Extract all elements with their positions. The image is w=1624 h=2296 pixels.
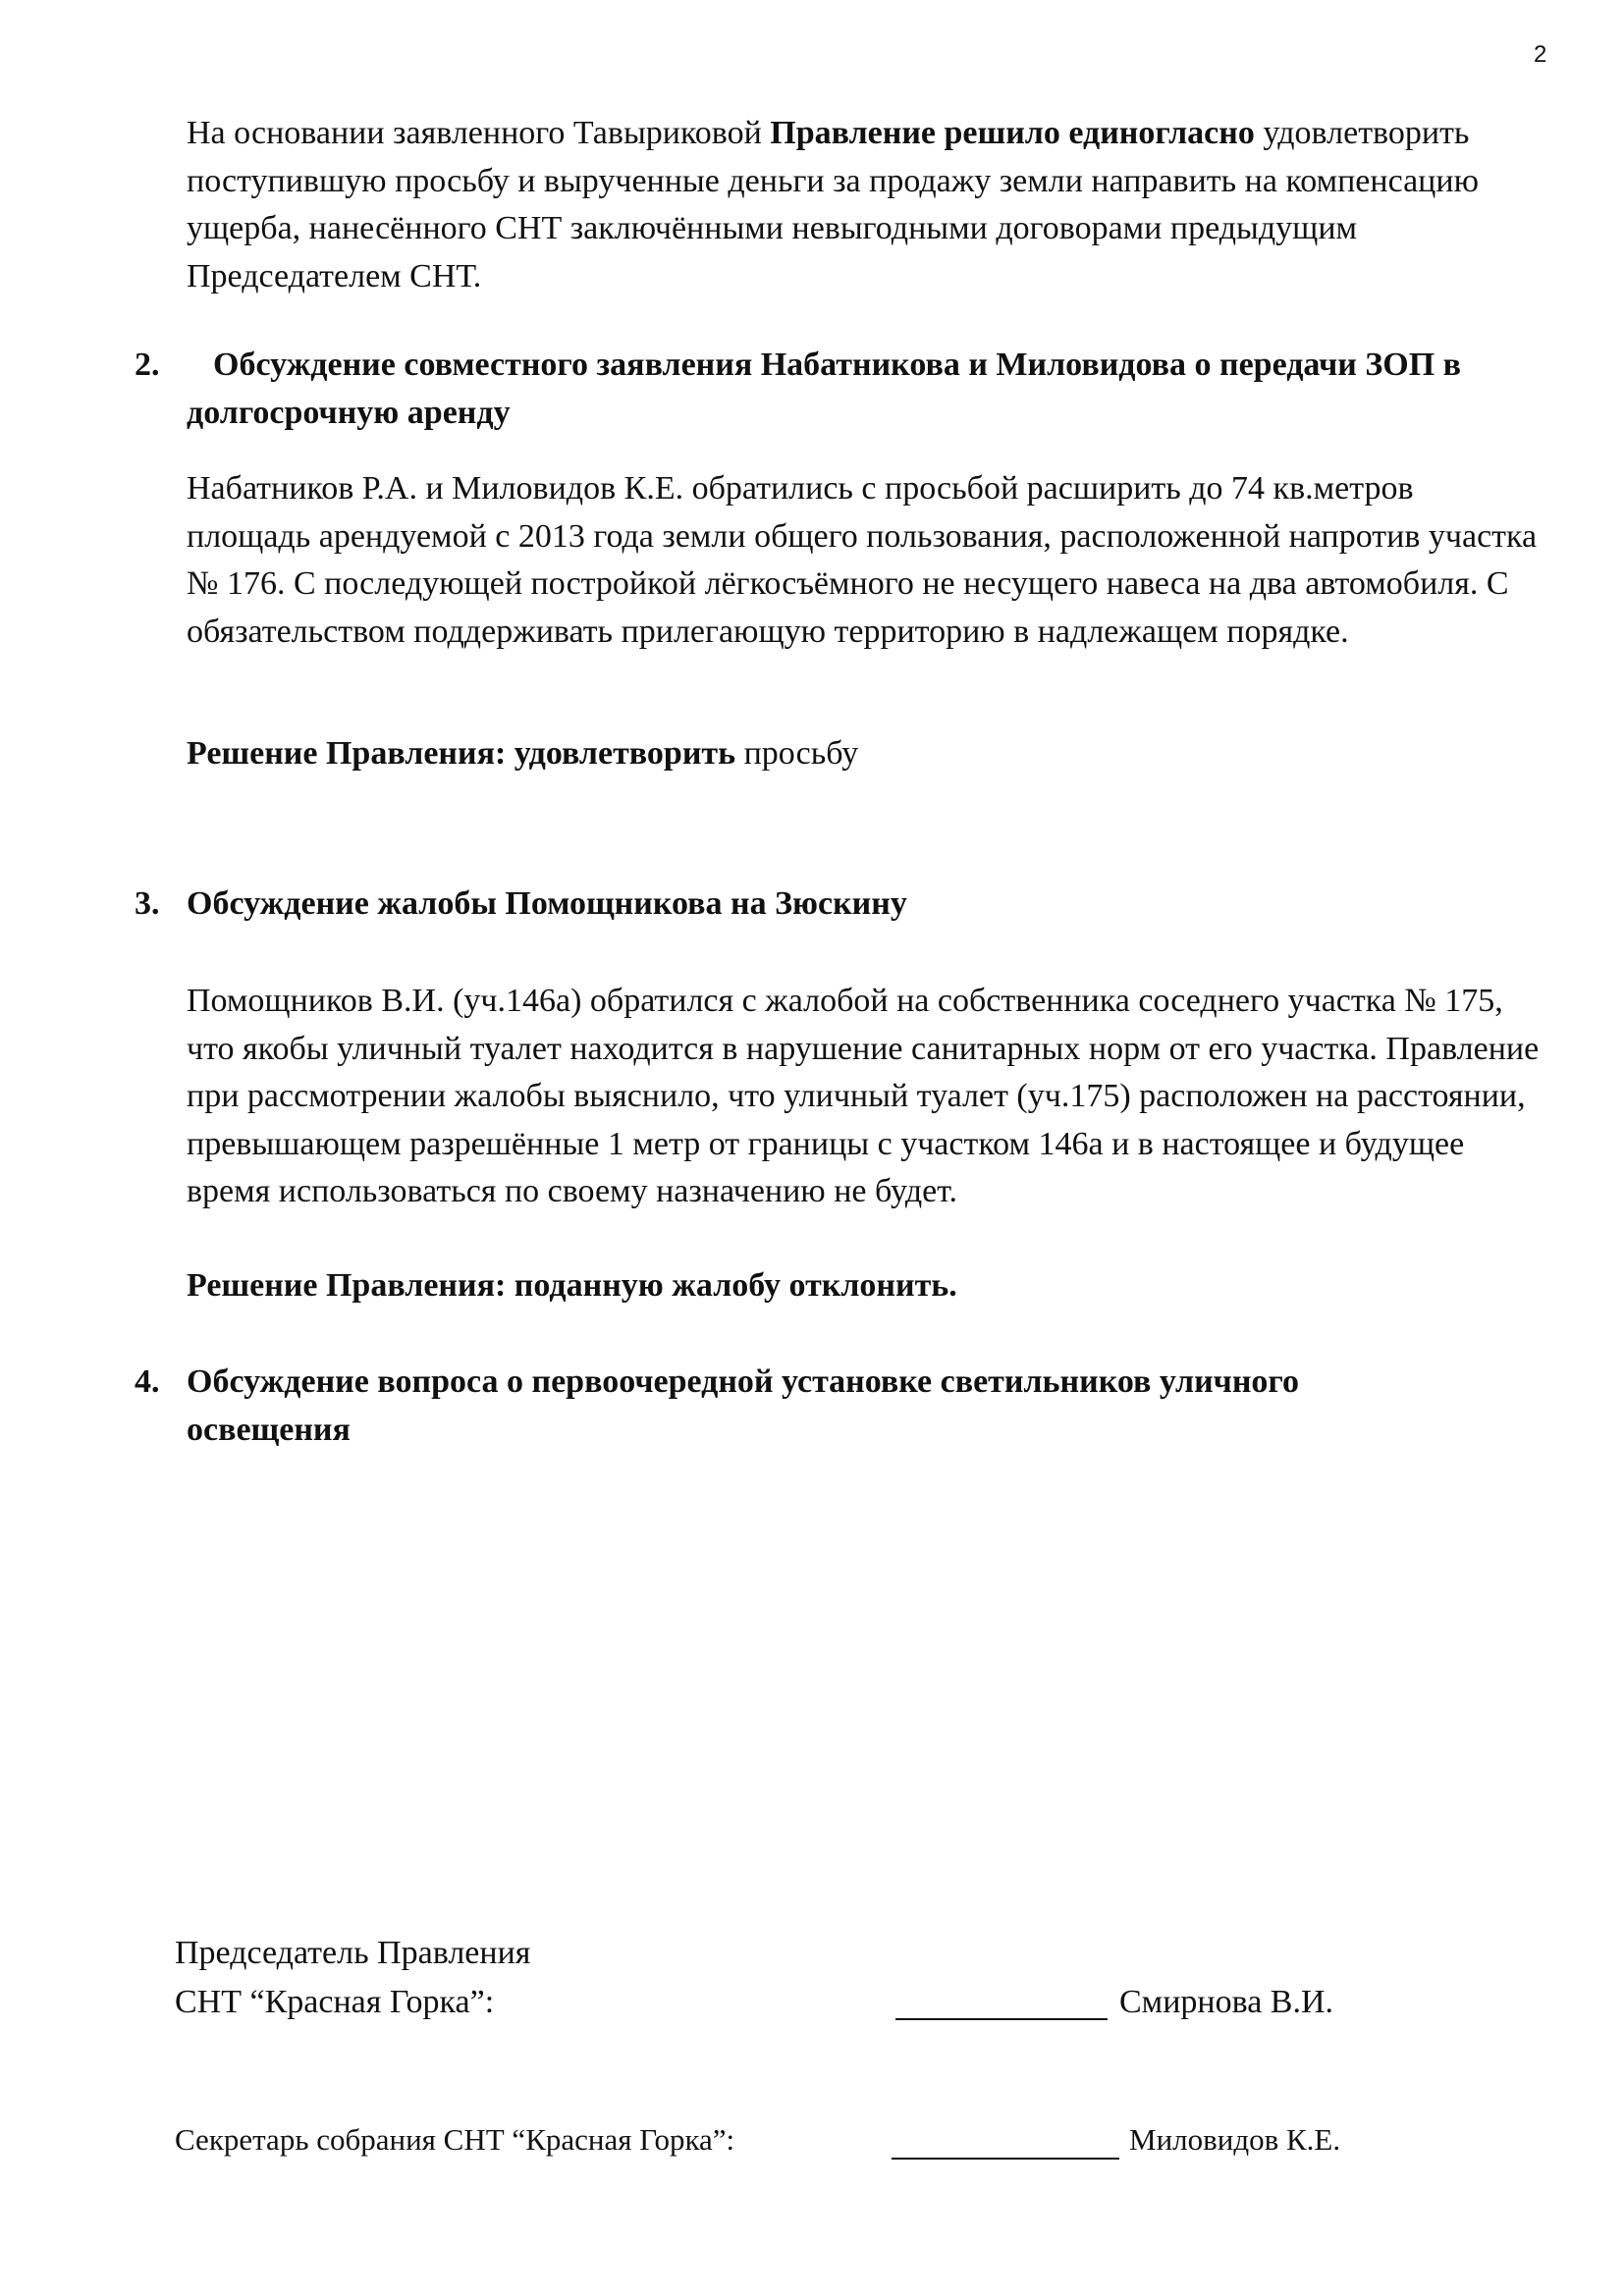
chair-title-line2: СНТ “Красная Горка”: — [175, 1984, 495, 2020]
secretary-title: Секретарь собрания СНТ “Красная Горка”: — [175, 2122, 735, 2157]
decision-rest: просьбу — [735, 735, 859, 772]
agenda-item-title: Обсуждение совместного заявления Набатникова и Миловидова о передачи ЗОП в долгосрочную аренду — [187, 347, 1462, 431]
intro-paragraph — [187, 110, 1542, 300]
agenda-item-3-heading — [135, 881, 1539, 929]
chair-signature-line — [895, 1993, 1108, 2020]
agenda-item-number: 3. — [135, 885, 160, 922]
agenda-item-4-heading — [135, 1359, 1539, 1454]
page-number: 2 — [1534, 41, 1547, 68]
intro-text-bold: Правление решило единогласно — [770, 115, 1255, 151]
secretary-signature-line — [892, 2132, 1119, 2160]
agenda-item-2-heading — [135, 342, 1539, 437]
agenda-item-number: 2. — [135, 347, 160, 383]
chair-name: Смирнова В.И. — [1119, 1984, 1334, 2020]
agenda-item-3-body: Помощников В.И. (уч.146а) обратился с жалобой на собственника соседнего участка № 175, что якобы уличный туалет находится в нарушение санитарных норм от его участка. Правление при рассмотрении жалобы выяснило, что уличный туалет (уч.175) расположен на расстоянии, превышающем разрешённые 1 метр от границы с участком 146а и в настоящее и будущее время использоваться по своему назначению не будет. — [187, 983, 1540, 1209]
agenda-item-2-body: Набатников Р.А. и Миловидов К.Е. обратились с просьбой расширить до 74 кв.метров площадь арендуемой с 2013 года земли общего пользования, расположенной напротив участка № 176. С последующей постройкой лёгкосъёмного не несущего навеса на два автомобиля. С обязательством поддерживать прилегающую территорию в надлежащем порядке. — [187, 470, 1538, 650]
intro-text-post: удовлетворить поступившую просьбу и вырученные деньги за продажу земли направить на компенсацию ущерба, нанесённого СНТ заключёнными невыгодными договорами предыдущим Председателем СНТ. — [187, 115, 1479, 294]
agenda-item-title: Обсуждение жалобы Помощникова на Зюскину — [187, 885, 907, 922]
intro-text-pre: На основании заявленного Тавыриковой — [187, 115, 771, 151]
decision-label: Решение Правления: поданную жалобу отклонить. — [187, 1267, 957, 1304]
agenda-item-number: 4. — [135, 1363, 160, 1400]
decision-label: Решение Правления: удовлетворить — [187, 735, 736, 772]
chair-title-line1: Председатель Правления — [175, 1935, 531, 1971]
secretary-name: Миловидов К.Е. — [1129, 2122, 1341, 2157]
agenda-item-3-decision — [187, 1262, 957, 1309]
agenda-item-2-decision — [187, 730, 858, 777]
agenda-item-title: Обсуждение вопроса о первоочередной установке светильников уличного освещения — [187, 1363, 1300, 1448]
